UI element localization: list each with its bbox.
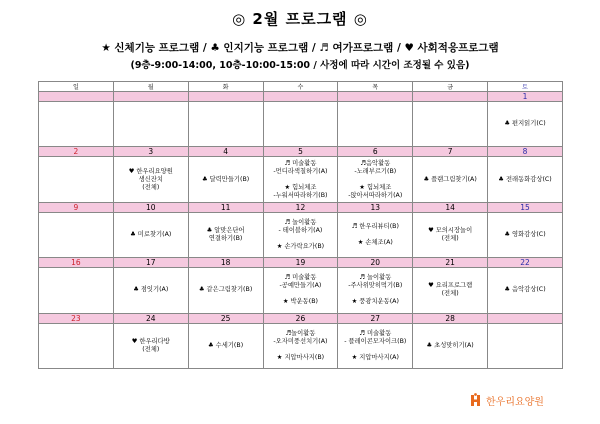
program-line: ♥ 요리프로그램 xyxy=(428,282,473,290)
program-cell xyxy=(188,212,263,257)
date-cell xyxy=(488,313,563,323)
date-cell: 25 xyxy=(188,313,263,323)
program-line: ★ 지압마사지(A) xyxy=(351,353,399,361)
program-line: - 테이블하기(A) xyxy=(278,226,323,234)
program-line: - 플레이콘모자이크(B) xyxy=(344,337,407,345)
program-cell xyxy=(338,323,413,368)
program-cell xyxy=(188,102,263,147)
program-row xyxy=(39,102,563,147)
program-line: -오자미풍선치기(A) xyxy=(273,337,328,345)
date-row xyxy=(39,92,563,102)
logo-text: 한우리요양원 xyxy=(486,396,544,408)
program-cell xyxy=(39,268,114,313)
program-cell xyxy=(113,268,188,313)
date-cell xyxy=(263,92,338,102)
program-line: ♥ 한우리요양원 xyxy=(128,167,173,175)
program-line: ♣ 초성맞히기(A) xyxy=(426,341,474,349)
program-line: ★ 힘뇌체조 xyxy=(284,183,317,191)
program-line: ♣ 음악감상(C) xyxy=(504,286,546,294)
program-cell xyxy=(188,157,263,202)
program-line: ♣ 점잇기(A) xyxy=(133,286,169,294)
program-line: ★ 지압마사지(B) xyxy=(276,353,325,361)
program-line: ♬ 놀이활동 xyxy=(359,274,392,282)
date-cell xyxy=(338,92,413,102)
date-cell xyxy=(413,92,488,102)
program-line: -먼디라색칠하기(A) xyxy=(273,167,328,175)
date-cell: 28 xyxy=(413,313,488,323)
program-line xyxy=(264,176,338,184)
program-cell xyxy=(263,268,338,313)
program-cell xyxy=(113,323,188,368)
program-line: 생신잔치 xyxy=(138,175,163,183)
date-cell: 20 xyxy=(338,258,413,268)
program-line: ♬음악활동 xyxy=(360,159,391,167)
program-line: ♥ 모의시장놀이 xyxy=(428,226,473,234)
program-line: -공예만들기(A) xyxy=(279,282,322,290)
date-cell: 12 xyxy=(263,202,338,212)
program-line: ♣ 편지읽기(C) xyxy=(504,120,546,128)
program-line: ★ 손체조(A) xyxy=(357,238,393,246)
program-cell xyxy=(413,157,488,202)
weekday-header: 금 xyxy=(413,82,488,92)
program-cell xyxy=(113,102,188,147)
program-cell xyxy=(413,323,488,368)
date-cell: 4 xyxy=(188,147,263,157)
program-line: -앉아서따라하기(A) xyxy=(348,191,403,199)
date-cell: 13 xyxy=(338,202,413,212)
date-cell: 22 xyxy=(488,258,563,268)
date-cell: 1 xyxy=(488,92,563,102)
program-line xyxy=(338,231,412,239)
date-cell: 9 xyxy=(39,202,114,212)
program-line xyxy=(264,235,338,243)
program-cell xyxy=(188,323,263,368)
date-cell: 18 xyxy=(188,258,263,268)
program-line: -노래부르기(B) xyxy=(354,167,397,175)
program-cell xyxy=(488,323,563,368)
program-cell xyxy=(488,268,563,313)
program-line: ★ 박운동(B) xyxy=(282,298,319,306)
date-cell: 24 xyxy=(113,313,188,323)
date-cell xyxy=(113,92,188,102)
program-cell xyxy=(113,157,188,202)
program-cell xyxy=(338,157,413,202)
date-cell: 14 xyxy=(413,202,488,212)
program-cell xyxy=(488,157,563,202)
program-cell xyxy=(413,212,488,257)
date-cell: 10 xyxy=(113,202,188,212)
program-line: ♥ 한우리다방 xyxy=(131,337,170,345)
weekday-header: 토 xyxy=(488,82,563,92)
program-cell xyxy=(263,212,338,257)
program-cell xyxy=(413,268,488,313)
weekday-header-row xyxy=(39,82,563,92)
program-line xyxy=(338,176,412,184)
program-row xyxy=(39,323,563,368)
date-cell: 3 xyxy=(113,147,188,157)
weekday-header: 목 xyxy=(338,82,413,92)
date-cell: 5 xyxy=(263,147,338,157)
program-cell xyxy=(188,268,263,313)
date-cell xyxy=(39,92,114,102)
date-cell: 7 xyxy=(413,147,488,157)
date-cell: 21 xyxy=(413,258,488,268)
program-line: ♣ 영화감상(C) xyxy=(504,230,546,238)
calendar-table xyxy=(38,81,563,369)
date-row xyxy=(39,258,563,268)
program-line: ♬ 한우리뷰티(B) xyxy=(351,222,399,230)
facility-logo xyxy=(470,392,544,408)
date-cell: 26 xyxy=(263,313,338,323)
program-row xyxy=(39,212,563,257)
program-cell xyxy=(338,102,413,147)
program-cell xyxy=(338,212,413,257)
program-cell xyxy=(488,102,563,147)
program-legend: ★ 신체기능 프로그램 / ♣ 인지기능 프로그램 / ♬ 여가프로그램 / ♥ 사회적응프로그램 xyxy=(101,42,499,54)
program-row xyxy=(39,268,563,313)
weekday-header: 수 xyxy=(263,82,338,92)
program-line: -누워서따라하기(B) xyxy=(273,191,328,199)
hours-note: (9층-9:00-14:00, 10층-10:00-15:00 / 사정에 따라 시간이 조정될 수 있음) xyxy=(130,60,470,71)
date-cell: 6 xyxy=(338,147,413,157)
date-cell: 17 xyxy=(113,258,188,268)
date-row xyxy=(39,313,563,323)
program-cell xyxy=(263,102,338,147)
program-line: ♬놀이활동 xyxy=(285,329,316,337)
program-line: ★ 풍광치운동(A) xyxy=(351,298,399,306)
weekday-header: 월 xyxy=(113,82,188,92)
program-cell xyxy=(39,157,114,202)
program-line: (전체) xyxy=(441,234,459,242)
program-line xyxy=(338,346,412,354)
date-cell: 15 xyxy=(488,202,563,212)
program-cell xyxy=(413,102,488,147)
date-cell: 23 xyxy=(39,313,114,323)
program-cell xyxy=(338,268,413,313)
weekday-header: 화 xyxy=(188,82,263,92)
weekday-header: 일 xyxy=(39,82,114,92)
program-line: 연결하기(B) xyxy=(208,234,243,242)
date-cell: 16 xyxy=(39,258,114,268)
program-line: -주사위맞히먹기(B) xyxy=(348,282,403,290)
program-cell xyxy=(488,212,563,257)
date-cell: 11 xyxy=(188,202,263,212)
date-cell: 2 xyxy=(39,147,114,157)
program-line xyxy=(264,346,338,354)
date-row xyxy=(39,202,563,212)
program-line: (전체) xyxy=(441,290,459,298)
program-line: ♣ 같은그림찾기(B) xyxy=(198,286,253,294)
date-row xyxy=(39,147,563,157)
page-title: ◎ 2월 프로그램 ◎ xyxy=(232,10,368,28)
program-line: ♣ 플랜그림찾기(A) xyxy=(423,175,477,183)
program-cell xyxy=(263,157,338,202)
program-cell xyxy=(113,212,188,257)
program-cell xyxy=(39,102,114,147)
date-cell xyxy=(188,92,263,102)
logo-icon xyxy=(470,393,482,407)
program-line: ♣ 미로찾기(A) xyxy=(130,230,172,238)
date-cell: 19 xyxy=(263,258,338,268)
program-cell xyxy=(263,323,338,368)
program-line: ★ 손가락요가(B) xyxy=(276,242,325,250)
program-line: (전체) xyxy=(142,345,160,353)
program-line: ♣ 달력만들기(B) xyxy=(201,175,250,183)
program-line: ♬ 미술활동 xyxy=(284,159,317,167)
program-line: (전체) xyxy=(142,183,160,191)
date-cell: 8 xyxy=(488,147,563,157)
program-cell xyxy=(39,212,114,257)
date-cell: 27 xyxy=(338,313,413,323)
program-line: ♣ 수세기(B) xyxy=(208,341,244,349)
program-line: ♣ 알맞은단어 xyxy=(206,226,245,234)
program-row xyxy=(39,157,563,202)
program-line: ♣ 전래동화감상(C) xyxy=(498,175,552,183)
program-line: ★ 힘뇌체조 xyxy=(359,183,392,191)
program-line: ♬ 미술활동 xyxy=(284,274,317,282)
program-line: ♬ 미술활동 xyxy=(359,329,392,337)
program-cell xyxy=(39,323,114,368)
program-line: ♬ 놀이활동 xyxy=(284,218,317,226)
